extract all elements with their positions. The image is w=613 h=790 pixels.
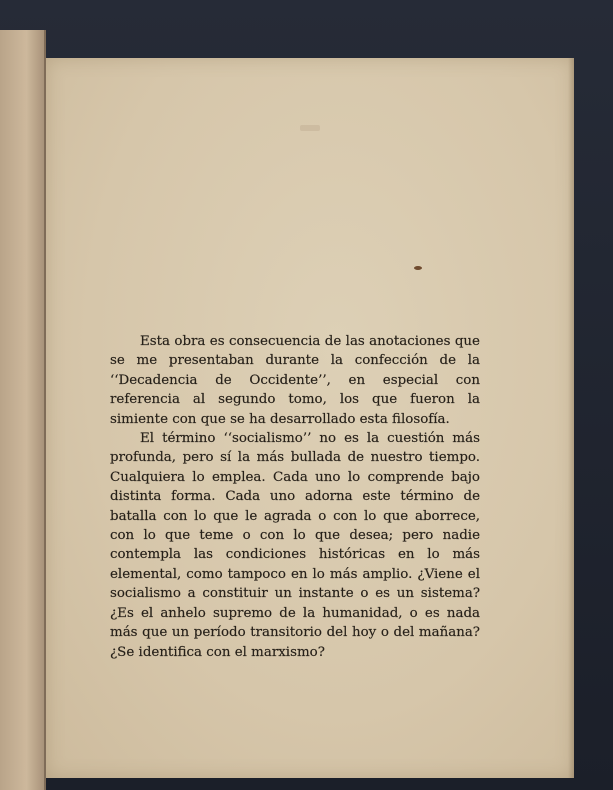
paragraph-2: El término ‘‘socialismo’’ no es la cuestión más profunda, pero sí la más bullada de nuestro tiempo. Cualquiera lo emplea. Cada uno lo comprende bajo distinta forma. Cada uno adorna este término de batalla con lo que le agrada o con lo que aborrece, con lo que teme o con lo que desea; pero nadie contempla las condiciones históricas en lo más elemental, como tampoco en lo más amplio. ¿Viene el socialismo a constituir un instante o es un sistema? ¿Es el anhelo supremo de la humanidad, o es nada más que un período transitorio del hoy o del mañana? ¿Se identifica con el marxismo? (110, 431, 480, 660)
faint-mark (300, 125, 320, 131)
left-page-edge (0, 30, 46, 790)
ink-speck (414, 266, 422, 270)
text-block (110, 332, 480, 662)
paragraph-1: Esta obra es consecuencia de las anotaciones que se me presentaban durante la confección de la ‘‘Decadencia de Occidente’’, en especial con referencia al segundo tomo, los que fueron la simiente con que se ha desarrollado esta filosofía. (110, 334, 480, 427)
book-page (46, 58, 574, 778)
page-edge-shadow (568, 58, 574, 778)
